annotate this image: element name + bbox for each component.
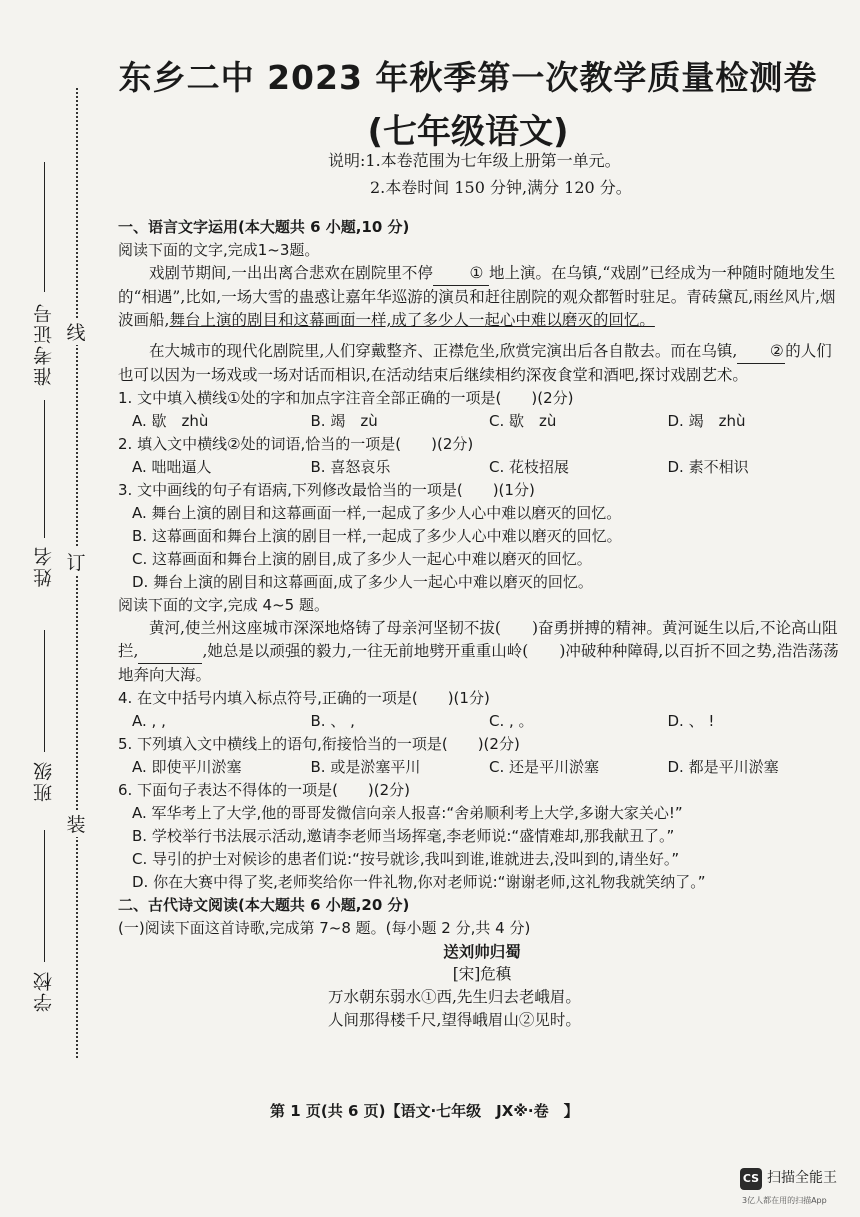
section2-sub-heading: (一)阅读下面这首诗歌,完成第 7~8 题。(每小题 2 分,共 4 分) <box>118 919 531 937</box>
question-6-option-c: C. 导引的护士对候诊的患者们说:“按号就诊,我叫到谁,谁就进去,没叫到的,请坐好。” <box>132 850 680 868</box>
blank-3 <box>138 640 202 664</box>
class-blank <box>44 630 45 752</box>
passage-2-para: 黄河,使兰州这座城市深深地烙铸了母亲河坚韧不拔( )奋勇拼搏的精神。黄河诞生以后,不论高山阻拦, ,她总是以顽强的毅力,一往无前地劈开重重山岭( )冲破种种障碍,以百折不回之势,浩浩荡荡地奔向大海。 <box>118 619 839 684</box>
question-6-option-a: A. 军华考上了大学,他的哥哥发微信向亲人报喜:“舍弟顺利考上大学,多谢大家关心!” <box>132 804 683 822</box>
footer-page-number: 第 1 页(共 6 页) <box>270 1102 386 1120</box>
blank-2: ② <box>737 340 785 364</box>
poem-author: [宋]危稹 <box>452 965 512 983</box>
question-2-option-a: A. 咄咄逼人 <box>132 458 212 476</box>
section1-intro-1: 阅读下面的文字,完成1~3题。 <box>118 241 320 259</box>
school-blank <box>44 830 45 962</box>
passage-1-para-1: 戏剧节期间,一出出离合悲欢在剧院里不停 ① 地上演。在乌镇,“戏剧”已经成为一种随时随地发生的“相遇”,比如,一场大雪的蛊惑让嘉年华巡游的演员和赶往剧院的观众都暂时驻足。青砖黛瓦,雨丝风片,烟波画船,舞台上演的剧目和这幕画面一样,成了多少人一起心中难以磨灭的回忆。 <box>118 264 836 329</box>
cut-line-marker: 线 <box>64 318 88 345</box>
question-1-options <box>118 410 846 433</box>
blank-1: ① <box>433 262 489 286</box>
question-3-option-c: C. 这幕画面和舞台上演的剧目,成了多少人一起心中难以磨灭的回忆。 <box>132 550 592 568</box>
section1-intro-2: 阅读下面的文字,完成 4~5 题。 <box>118 596 329 614</box>
question-1-option-a: A. 歇 zhù <box>132 412 209 430</box>
question-2-stem: 2. 填入文中横线②处的词语,恰当的一项是( )(2分) <box>118 435 474 453</box>
poem-line-1: 万水朝东弱水①西,先生归去老峨眉。 <box>328 988 581 1006</box>
question-5-option-d: D. 都是平川淤塞 <box>667 758 779 776</box>
question-5-option-c: C. 还是平川淤塞 <box>489 758 600 776</box>
question-6-stem: 6. 下面句子表达不得体的一项是( )(2分) <box>118 781 411 799</box>
question-6-option-d: D. 你在大赛中得了奖,老师奖给你一件礼物,你对老师说:“谢谢老师,这礼物我就笑纳了。” <box>132 873 706 891</box>
page-footer <box>270 1100 579 1121</box>
section2-heading: 二、古代诗文阅读(本大题共 6 小题,20 分) <box>118 896 410 914</box>
question-1-option-d: D. 竭 zhù <box>667 412 746 430</box>
exam-id-blank <box>44 162 45 292</box>
question-5-options <box>118 756 846 779</box>
question-5-option-a: A. 即使平川淤塞 <box>132 758 242 776</box>
underlined-sentence: 舞台上演的剧目和这幕画面一样,成了多少人一起心中难以磨灭的回忆。 <box>169 311 655 329</box>
question-4-stem: 4. 在文中括号内填入标点符号,正确的一项是( )(1分) <box>118 689 490 707</box>
question-4-option-b: B. 、 , <box>310 712 355 730</box>
question-4-option-c: C. , 。 <box>489 712 534 730</box>
cut-ding-marker: 订 <box>64 548 88 575</box>
question-4-option-d: D. 、 ! <box>667 712 715 730</box>
exam-content <box>118 216 846 1032</box>
scanner-slogan: 3亿人都在用的扫描App <box>742 1196 827 1205</box>
poem-line-2: 人间那得楼千尺,望得峨眉山②见时。 <box>328 1011 581 1029</box>
question-1-stem: 1. 文中填入横线①处的字和加点字注音全部正确的一项是( )(2分) <box>118 389 574 407</box>
question-5-option-b: B. 或是淤塞平川 <box>310 758 421 776</box>
poem-title: 送刘帅归蜀 <box>443 942 521 961</box>
question-3-stem: 3. 文中画线的句子有语病,下列修改最恰当的一项是( )(1分) <box>118 481 535 499</box>
cut-zhuang-marker: 装 <box>64 810 88 837</box>
passage-1-para-2: 在大城市的现代化剧院里,人们穿戴整齐、正襟危坐,欣赏完演出后各自散去。而在乌镇, ②的人们也可以因为一场戏或一场对话而相识,在活动结束后继续相约深夜食堂和酒吧,探讨戏剧艺术。 <box>118 342 832 384</box>
question-2-option-b: B. 喜怒哀乐 <box>310 458 391 476</box>
name-blank <box>44 400 45 538</box>
question-3-option-b: B. 这幕画面和舞台上演的剧目一样,一起成了多少人心中难以磨灭的回忆。 <box>132 527 622 545</box>
question-6-option-b: B. 学校举行书法展示活动,邀请李老师当场挥毫,李老师说:“盛情难却,那我献丑了。” <box>132 827 675 845</box>
question-4-options <box>118 710 846 733</box>
exam-note-2: 2.本卷时间 150 分钟,满分 120 分。 <box>370 178 632 197</box>
school-label: 学校 <box>33 970 55 1012</box>
question-2-option-c: C. 花枝招展 <box>489 458 570 476</box>
scanner-name: 扫描全能王 <box>767 1170 837 1186</box>
question-3-option-d: D. 舞台上演的剧目和这幕画面,成了多少人一起心中难以磨灭的回忆。 <box>132 573 593 591</box>
section1-heading: 一、语言文字运用(本大题共 6 小题,10 分) <box>118 218 410 236</box>
exam-subtitle: (七年级语文) <box>367 112 569 152</box>
question-1-option-c: C. 歇 zù <box>489 412 557 430</box>
question-2-options <box>118 456 846 479</box>
question-1-option-b: B. 竭 zù <box>310 412 378 430</box>
exam-note-1: 说明:1.本卷范围为七年级上册第一单元。 <box>328 151 621 170</box>
question-5-stem: 5. 下列填入文中横线上的语句,衔接恰当的一项是( )(2分) <box>118 735 520 753</box>
exam-id-label: 准考证号 <box>33 302 55 386</box>
question-4-option-a: A. , , <box>132 712 166 730</box>
scanner-logo-icon: CS <box>740 1168 762 1190</box>
name-label: 姓名 <box>33 545 55 587</box>
question-3-option-a: A. 舞台上演的剧目和这幕画面一样,一起成了多少人心中难以磨灭的回忆。 <box>132 504 622 522</box>
footer-info: 【语文·七年级 JX※·卷 】 <box>385 1102 579 1120</box>
question-2-option-d: D. 素不相识 <box>667 458 749 476</box>
class-label: 班级 <box>33 760 55 802</box>
exam-title: 东乡二中 2023 年秋季第一次教学质量检测卷 <box>118 58 818 97</box>
